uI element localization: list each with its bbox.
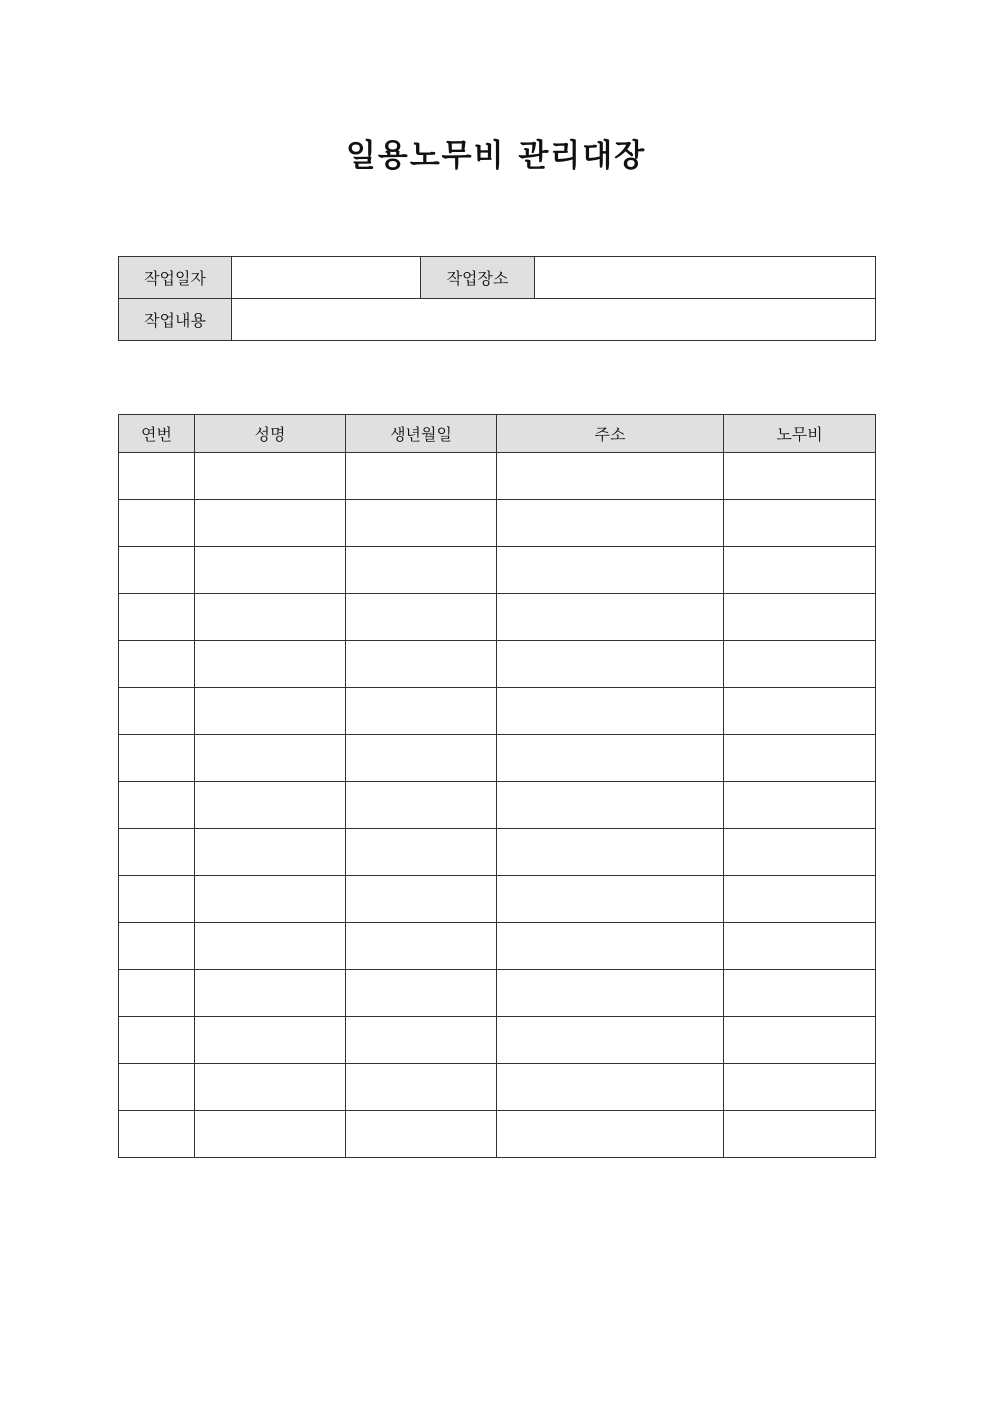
work-date-label: 작업일자 (119, 257, 232, 299)
name-cell[interactable] (195, 594, 346, 641)
serial-number-cell[interactable] (119, 1064, 195, 1111)
name-cell[interactable] (195, 453, 346, 500)
birth-date-cell[interactable] (346, 594, 497, 641)
work-info-row (119, 257, 876, 299)
document-title: 일용노무비 관리대장 (345, 138, 647, 174)
labor-cost-cell[interactable] (724, 594, 876, 641)
address-cell[interactable] (497, 735, 724, 782)
birth-date-cell[interactable] (346, 876, 497, 923)
serial-number-cell[interactable] (119, 829, 195, 876)
serial-number-cell[interactable] (119, 500, 195, 547)
name-cell[interactable] (195, 923, 346, 970)
name-cell[interactable] (195, 641, 346, 688)
table-row (119, 688, 876, 735)
header-labor-cost: 노무비 (724, 415, 876, 453)
header-address: 주소 (497, 415, 724, 453)
header-birth-date: 생년월일 (346, 415, 497, 453)
birth-date-cell[interactable] (346, 970, 497, 1017)
labor-cost-cell[interactable] (724, 453, 876, 500)
work-place-label: 작업장소 (421, 257, 535, 299)
table-row (119, 594, 876, 641)
labor-cost-cell[interactable] (724, 688, 876, 735)
birth-date-cell[interactable] (346, 500, 497, 547)
address-cell[interactable] (497, 923, 724, 970)
serial-number-cell[interactable] (119, 594, 195, 641)
serial-number-cell[interactable] (119, 876, 195, 923)
birth-date-cell[interactable] (346, 547, 497, 594)
address-cell[interactable] (497, 594, 724, 641)
labor-cost-cell[interactable] (724, 876, 876, 923)
address-cell[interactable] (497, 829, 724, 876)
table-row (119, 641, 876, 688)
birth-date-cell[interactable] (346, 641, 497, 688)
address-cell[interactable] (497, 500, 724, 547)
serial-number-cell[interactable] (119, 970, 195, 1017)
birth-date-cell[interactable] (346, 1017, 497, 1064)
name-cell[interactable] (195, 829, 346, 876)
address-cell[interactable] (497, 782, 724, 829)
name-cell[interactable] (195, 688, 346, 735)
birth-date-cell[interactable] (346, 1064, 497, 1111)
address-cell[interactable] (497, 547, 724, 594)
work-date-field[interactable] (232, 257, 421, 299)
labor-cost-cell[interactable] (724, 735, 876, 782)
labor-cost-cell[interactable] (724, 500, 876, 547)
table-row (119, 970, 876, 1017)
birth-date-cell[interactable] (346, 735, 497, 782)
birth-date-cell[interactable] (346, 688, 497, 735)
labor-cost-table (118, 414, 876, 1158)
address-cell[interactable] (497, 970, 724, 1017)
labor-cost-cell[interactable] (724, 1064, 876, 1111)
labor-cost-cell[interactable] (724, 829, 876, 876)
name-cell[interactable] (195, 547, 346, 594)
table-row (119, 923, 876, 970)
table-row (119, 782, 876, 829)
serial-number-cell[interactable] (119, 453, 195, 500)
address-cell[interactable] (497, 1111, 724, 1158)
name-cell[interactable] (195, 500, 346, 547)
table-header-row (119, 415, 876, 453)
serial-number-cell[interactable] (119, 782, 195, 829)
birth-date-cell[interactable] (346, 1111, 497, 1158)
birth-date-cell[interactable] (346, 782, 497, 829)
work-content-label: 작업내용 (119, 299, 232, 341)
name-cell[interactable] (195, 876, 346, 923)
address-cell[interactable] (497, 1064, 724, 1111)
labor-cost-cell[interactable] (724, 641, 876, 688)
serial-number-cell[interactable] (119, 1017, 195, 1064)
table-row (119, 1111, 876, 1158)
header-name: 성명 (195, 415, 346, 453)
table-row (119, 500, 876, 547)
name-cell[interactable] (195, 1064, 346, 1111)
table-row (119, 547, 876, 594)
address-cell[interactable] (497, 876, 724, 923)
work-info-row (119, 299, 876, 341)
name-cell[interactable] (195, 970, 346, 1017)
table-row (119, 735, 876, 782)
name-cell[interactable] (195, 782, 346, 829)
address-cell[interactable] (497, 1017, 724, 1064)
serial-number-cell[interactable] (119, 1111, 195, 1158)
name-cell[interactable] (195, 1017, 346, 1064)
serial-number-cell[interactable] (119, 923, 195, 970)
birth-date-cell[interactable] (346, 453, 497, 500)
address-cell[interactable] (497, 641, 724, 688)
address-cell[interactable] (497, 453, 724, 500)
table-row (119, 453, 876, 500)
serial-number-cell[interactable] (119, 641, 195, 688)
serial-number-cell[interactable] (119, 547, 195, 594)
serial-number-cell[interactable] (119, 688, 195, 735)
work-content-field[interactable] (232, 299, 876, 341)
labor-cost-cell[interactable] (724, 782, 876, 829)
labor-cost-cell[interactable] (724, 1111, 876, 1158)
birth-date-cell[interactable] (346, 923, 497, 970)
name-cell[interactable] (195, 1111, 346, 1158)
table-row (119, 1017, 876, 1064)
work-place-field[interactable] (535, 257, 876, 299)
labor-cost-cell[interactable] (724, 1017, 876, 1064)
serial-number-cell[interactable] (119, 735, 195, 782)
birth-date-cell[interactable] (346, 829, 497, 876)
table-row (119, 876, 876, 923)
address-cell[interactable] (497, 688, 724, 735)
work-info-table (118, 256, 876, 341)
name-cell[interactable] (195, 735, 346, 782)
labor-cost-cell[interactable] (724, 547, 876, 594)
table-row (119, 1064, 876, 1111)
labor-cost-cell[interactable] (724, 970, 876, 1017)
header-serial-number: 연번 (119, 415, 195, 453)
table-row (119, 829, 876, 876)
labor-cost-cell[interactable] (724, 923, 876, 970)
